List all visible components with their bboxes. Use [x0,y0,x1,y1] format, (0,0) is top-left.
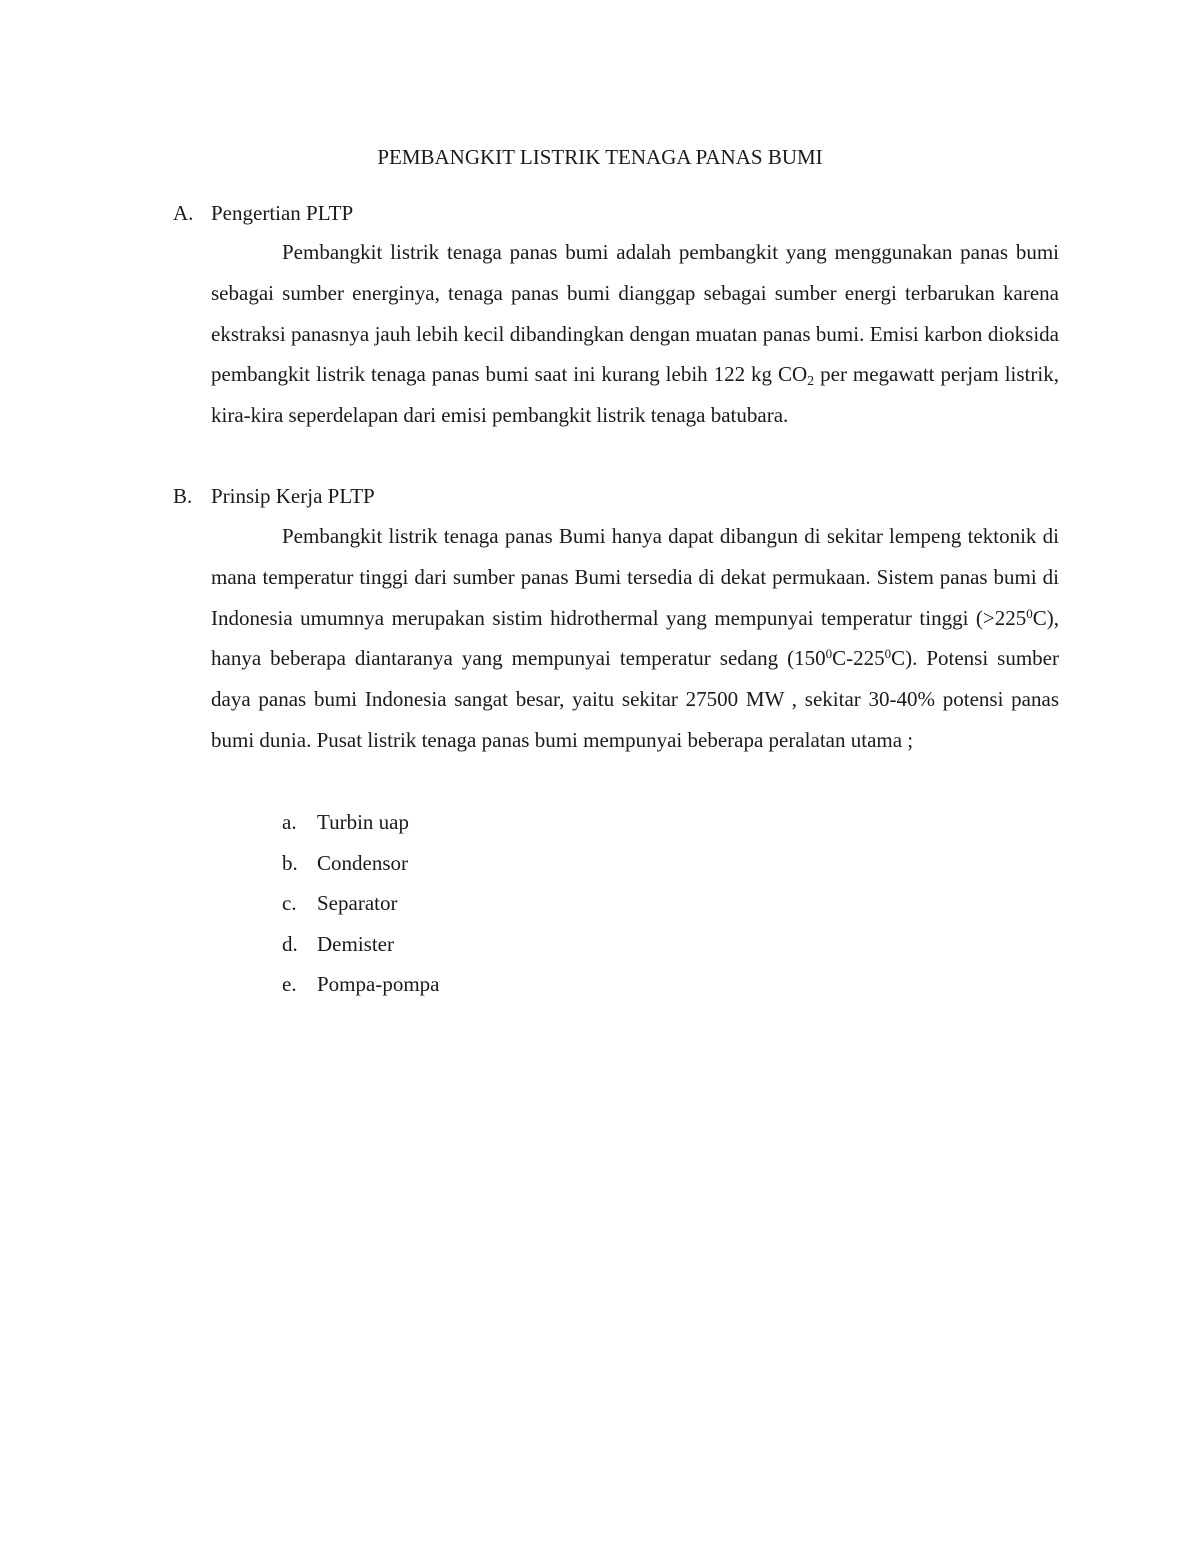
section-a-paragraph [211,232,1059,436]
degree-superscript: 0 [884,646,892,662]
section-b-text-3: C-225 [832,646,885,671]
list-item-letter: b. [282,850,298,875]
section-b-text-4: C). Potensi sumber daya panas bumi Indonesia sangat besar, yaitu sekitar 27500 MW , sekitar 30-40% potensi panas bumi dunia. Pusat listrik tenaga panas bumi mempunyai beberapa peralatan utama ; [211,646,1059,752]
list-item-letter: a. [282,810,297,834]
degree-superscript: 0 [825,646,833,662]
co2-subscript: 2 [807,374,815,390]
section-b-text-2: C), hanya beberapa diantaranya yang mempunyai temperatur sedang (150 [211,605,1059,671]
list-item [282,924,439,965]
list-item-letter: d. [282,931,298,956]
section-a-title: Pengertian PLTP [211,201,354,225]
list-item-letter: c. [282,891,297,916]
section-a-marker: A. [173,201,194,225]
section-b-text-1: Pembangkit listrik tenaga panas Bumi hanya dapat dibangun di sekitar lempeng tektonik di mana temperatur tinggi dari sumber panas Bumi tersedia di dekat permukaan. Sistem panas bumi di Indonesia umumnya merupakan sistim hidrothermal yang mempunyai temperatur tinggi (>225 [211,524,1059,630]
list-item-text: Pompa-pompa [317,972,440,997]
section-b-title: Prinsip Kerja PLTP [211,484,375,508]
section-b-heading [173,481,375,511]
section-b-marker: B. [173,484,193,508]
section-b-paragraph [211,516,1059,761]
page-title: PEMBANGKIT LISTRIK TENAGA PANAS BUMI [377,145,823,169]
section-a-heading [173,198,353,228]
equipment-list [282,802,439,1005]
list-item [282,964,439,1005]
list-item [282,802,439,843]
list-item-text: Turbin uap [317,810,409,834]
section-a-text: Pembangkit listrik tenaga panas bumi adalah pembangkit yang menggunakan panas bumi sebagai sumber energinya, tenaga panas bumi dianggap sebagai sumber energi terbarukan karena ekstraksi panasnya jauh lebih kecil dibandingkan dengan muatan panas bumi. Emisi karbon dioksida pembangkit listrik tenaga panas bumi saat ini kurang lebih 122 kg CO [211,240,1059,387]
section-a-text-end: per megawatt perjam listrik, kira-kira seperdelapan dari emisi pembangkit listrik tenaga batubara. [211,362,1059,428]
list-item-text: Condensor [317,850,408,875]
list-item-text: Separator [317,891,398,916]
degree-superscript: 0 [1026,605,1033,621]
list-item [282,883,439,924]
list-item-letter: e. [282,972,297,997]
list-item [282,843,439,884]
list-item-text: Demister [317,931,394,956]
